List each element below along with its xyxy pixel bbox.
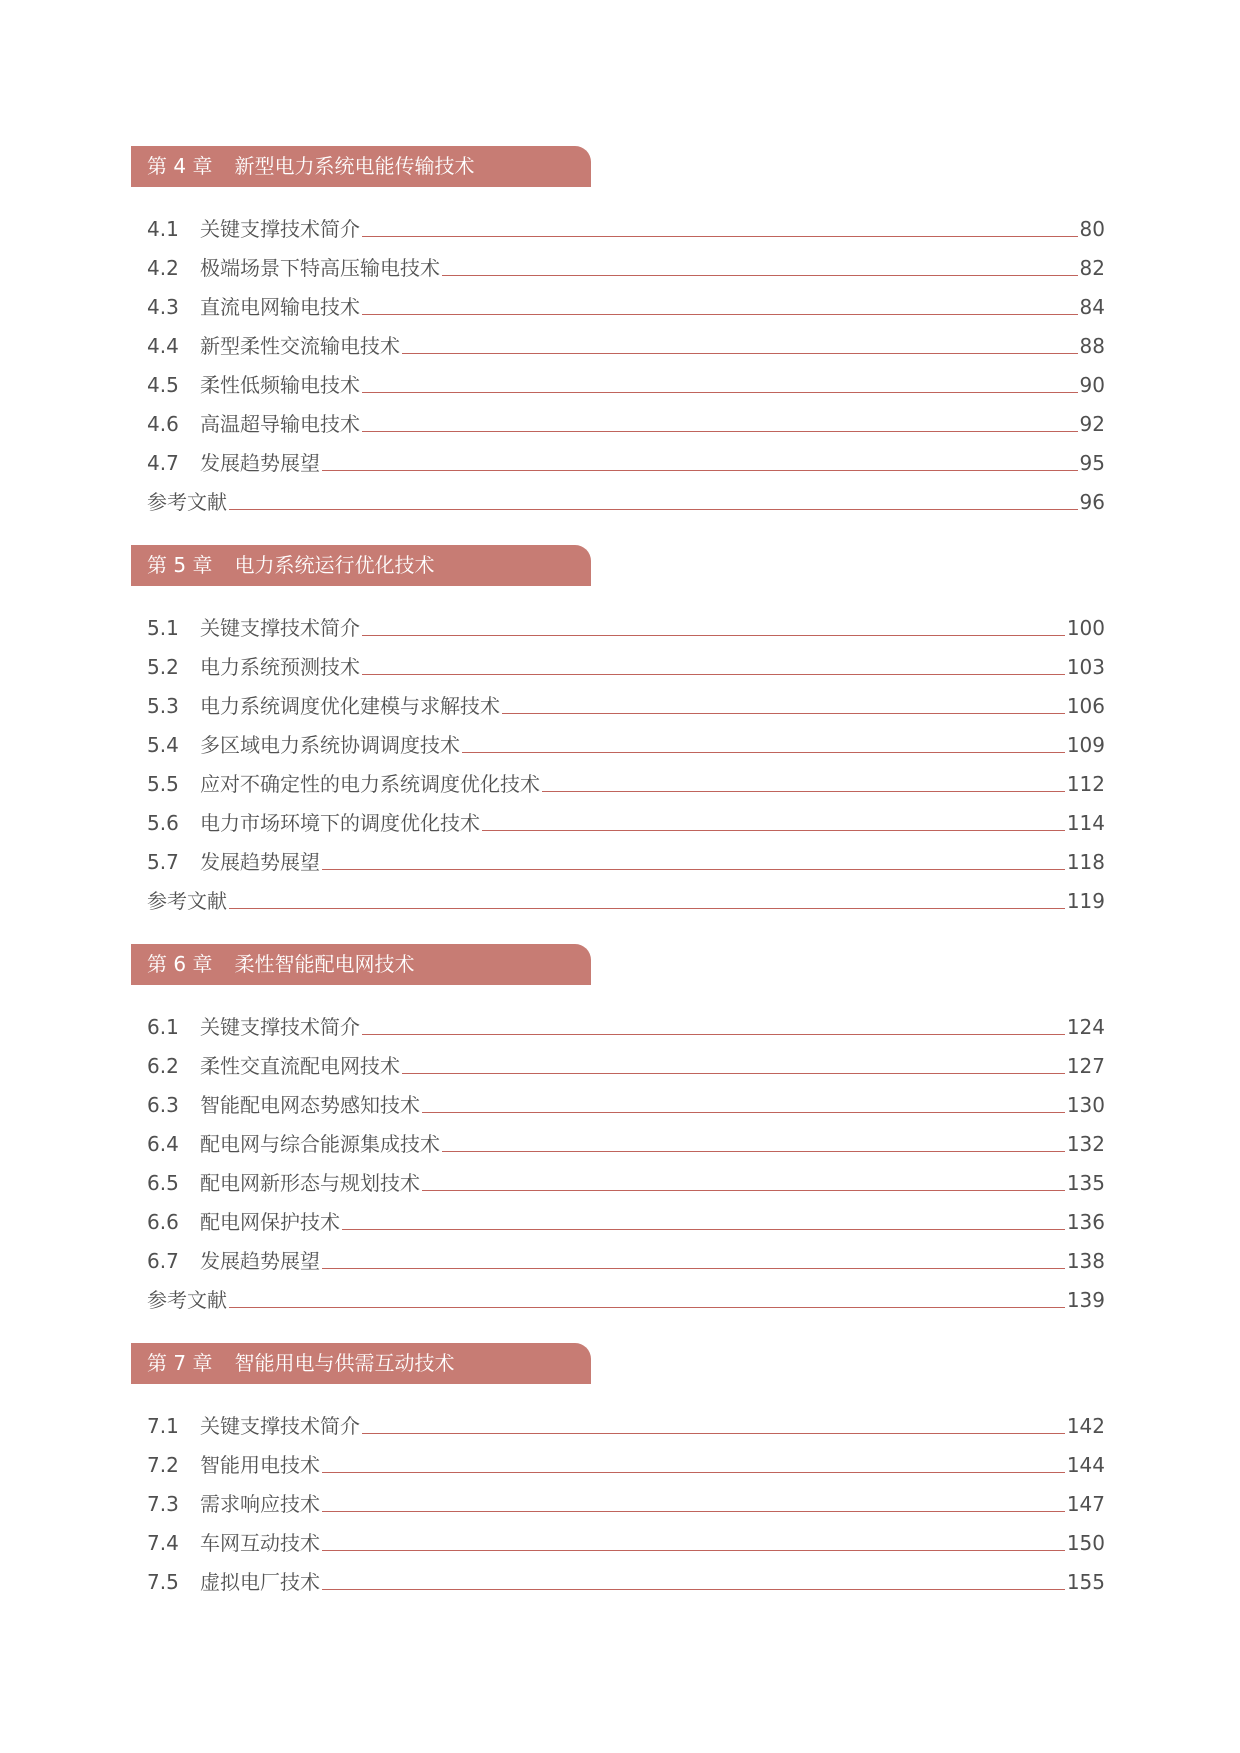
section-title: 虚拟电厂技术	[200, 1570, 320, 1594]
chapter-header[interactable]	[131, 944, 591, 985]
page-number: 112	[1066, 772, 1105, 796]
toc-entry-references[interactable]	[131, 475, 1105, 514]
chapter-section	[131, 1343, 1105, 1594]
leader-line	[402, 1073, 1065, 1074]
toc-entry[interactable]	[131, 1156, 1105, 1195]
section-number: 5.1	[147, 616, 179, 640]
section-title: 多区域电力系统协调调度技术	[200, 733, 460, 757]
page-number: 96	[1079, 490, 1105, 514]
section-title: 柔性交直流配电网技术	[200, 1054, 400, 1078]
toc-entry[interactable]	[131, 1039, 1105, 1078]
toc-entry[interactable]	[131, 679, 1105, 718]
section-number: 5.3	[147, 694, 179, 718]
leader-line	[442, 1151, 1065, 1152]
section-title: 配电网保护技术	[200, 1210, 340, 1234]
chapter-number: 第 4 章	[147, 154, 213, 178]
toc-entry[interactable]	[131, 796, 1105, 835]
section-title: 柔性低频输电技术	[200, 373, 360, 397]
section-number: 6.4	[147, 1132, 179, 1156]
toc-entry-references[interactable]	[131, 1273, 1105, 1312]
section-title: 参考文献	[147, 490, 227, 514]
page-number: 88	[1079, 334, 1105, 358]
toc-entry[interactable]	[131, 757, 1105, 796]
leader-line	[362, 431, 1078, 432]
page-number: 103	[1066, 655, 1105, 679]
page-number: 155	[1066, 1570, 1105, 1594]
section-number: 5.6	[147, 811, 179, 835]
chapter-title: 新型电力系统电能传输技术	[234, 154, 475, 178]
page-number: 95	[1079, 451, 1105, 475]
toc-entry[interactable]	[131, 241, 1105, 280]
page-number: 138	[1066, 1249, 1105, 1273]
page-number: 100	[1066, 616, 1105, 640]
section-number: 4.4	[147, 334, 179, 358]
section-number: 6.6	[147, 1210, 179, 1234]
toc-entry[interactable]	[131, 319, 1105, 358]
section-number: 7.2	[147, 1453, 179, 1477]
toc-entry[interactable]	[131, 1117, 1105, 1156]
toc-entry[interactable]	[131, 397, 1105, 436]
chapter-section	[131, 545, 1105, 913]
leader-line	[442, 275, 1078, 276]
page-number: 132	[1066, 1132, 1105, 1156]
chapter-title: 电力系统运行优化技术	[234, 553, 435, 577]
section-title: 新型柔性交流输电技术	[200, 334, 400, 358]
leader-line	[322, 869, 1065, 870]
page-number: 118	[1066, 850, 1105, 874]
chapter-number: 第 5 章	[147, 553, 213, 577]
section-title: 配电网新形态与规划技术	[200, 1171, 420, 1195]
leader-line	[542, 791, 1065, 792]
page-number: 144	[1066, 1453, 1105, 1477]
leader-line	[422, 1190, 1065, 1191]
section-number: 7.1	[147, 1414, 179, 1438]
section-title: 电力系统预测技术	[200, 655, 360, 679]
section-number: 4.2	[147, 256, 179, 280]
leader-line	[362, 1034, 1065, 1035]
chapter-section	[131, 944, 1105, 1312]
chapter-header[interactable]	[131, 545, 591, 586]
toc-entry[interactable]	[131, 1399, 1105, 1438]
section-title: 关键支撑技术简介	[200, 1414, 360, 1438]
page-number: 130	[1066, 1093, 1105, 1117]
section-title: 发展趋势展望	[200, 451, 320, 475]
section-number: 6.5	[147, 1171, 179, 1195]
section-title: 发展趋势展望	[200, 1249, 320, 1273]
section-number: 4.3	[147, 295, 179, 319]
section-number: 4.7	[147, 451, 179, 475]
leader-line	[322, 1472, 1065, 1473]
toc-entry[interactable]	[131, 1000, 1105, 1039]
leader-line	[362, 1433, 1065, 1434]
leader-line	[322, 1268, 1065, 1269]
page-number: 106	[1066, 694, 1105, 718]
section-title: 直流电网输电技术	[200, 295, 360, 319]
section-title: 高温超导输电技术	[200, 412, 360, 436]
section-title: 需求响应技术	[200, 1492, 320, 1516]
section-number: 4.5	[147, 373, 179, 397]
toc-entry[interactable]	[131, 1078, 1105, 1117]
toc-entry[interactable]	[131, 1438, 1105, 1477]
page-number: 92	[1079, 412, 1105, 436]
toc-entry-references[interactable]	[131, 874, 1105, 913]
section-title: 应对不确定性的电力系统调度优化技术	[200, 772, 540, 796]
leader-line	[322, 1589, 1065, 1590]
section-title: 极端场景下特高压输电技术	[200, 256, 440, 280]
page-number: 142	[1066, 1414, 1105, 1438]
section-title: 参考文献	[147, 889, 227, 913]
toc-entry[interactable]	[131, 1195, 1105, 1234]
page-number: 80	[1079, 217, 1105, 241]
section-title: 关键支撑技术简介	[200, 217, 360, 241]
toc-entry[interactable]	[131, 1234, 1105, 1273]
toc-entry[interactable]	[131, 718, 1105, 757]
section-number: 7.4	[147, 1531, 179, 1555]
chapter-number: 第 6 章	[147, 952, 213, 976]
toc-entry[interactable]	[131, 1477, 1105, 1516]
toc-entry[interactable]	[131, 1555, 1105, 1594]
section-title: 参考文献	[147, 1288, 227, 1312]
section-title: 电力系统调度优化建模与求解技术	[200, 694, 500, 718]
chapter-section	[131, 146, 1105, 514]
chapter-header[interactable]	[131, 146, 591, 187]
section-number: 6.7	[147, 1249, 179, 1273]
page-number: 109	[1066, 733, 1105, 757]
leader-line	[402, 353, 1078, 354]
page-number: 90	[1079, 373, 1105, 397]
leader-line	[229, 908, 1065, 909]
section-title: 车网互动技术	[200, 1531, 320, 1555]
leader-line	[422, 1112, 1065, 1113]
page-number: 114	[1066, 811, 1105, 835]
section-number: 6.1	[147, 1015, 179, 1039]
toc-entry[interactable]	[131, 1516, 1105, 1555]
section-number: 7.5	[147, 1570, 179, 1594]
toc-entry[interactable]	[131, 202, 1105, 241]
leader-line	[322, 1550, 1065, 1551]
section-number: 5.4	[147, 733, 179, 757]
section-title: 智能配电网态势感知技术	[200, 1093, 420, 1117]
section-title: 配电网与综合能源集成技术	[200, 1132, 440, 1156]
chapter-title: 柔性智能配电网技术	[234, 952, 415, 976]
page-number: 150	[1066, 1531, 1105, 1555]
section-number: 6.2	[147, 1054, 179, 1078]
leader-line	[502, 713, 1065, 714]
leader-line	[362, 236, 1078, 237]
section-number: 6.3	[147, 1093, 179, 1117]
section-title: 关键支撑技术简介	[200, 1015, 360, 1039]
page-number: 127	[1066, 1054, 1105, 1078]
leader-line	[342, 1229, 1065, 1230]
toc-entry[interactable]	[131, 640, 1105, 679]
page-number: 119	[1066, 889, 1105, 913]
leader-line	[362, 635, 1065, 636]
toc-entry[interactable]	[131, 835, 1105, 874]
leader-line	[362, 392, 1078, 393]
leader-line	[462, 752, 1065, 753]
section-title: 关键支撑技术简介	[200, 616, 360, 640]
page-number: 139	[1066, 1288, 1105, 1312]
section-number: 4.6	[147, 412, 179, 436]
leader-line	[482, 830, 1065, 831]
leader-line	[322, 1511, 1065, 1512]
section-title: 智能用电技术	[200, 1453, 320, 1477]
leader-line	[229, 509, 1078, 510]
leader-line	[362, 674, 1065, 675]
page-number: 124	[1066, 1015, 1105, 1039]
page-number: 84	[1079, 295, 1105, 319]
leader-line	[362, 314, 1078, 315]
chapter-number: 第 7 章	[147, 1351, 213, 1375]
section-number: 4.1	[147, 217, 179, 241]
page-number: 82	[1079, 256, 1105, 280]
toc-entry[interactable]	[131, 436, 1105, 475]
leader-line	[229, 1307, 1065, 1308]
section-number: 7.3	[147, 1492, 179, 1516]
section-number: 5.5	[147, 772, 179, 796]
table-of-contents	[131, 146, 1105, 1625]
section-number: 5.2	[147, 655, 179, 679]
page-number: 135	[1066, 1171, 1105, 1195]
leader-line	[322, 470, 1078, 471]
chapter-header[interactable]	[131, 1343, 591, 1384]
page-number: 147	[1066, 1492, 1105, 1516]
section-title: 发展趋势展望	[200, 850, 320, 874]
section-title: 电力市场环境下的调度优化技术	[200, 811, 480, 835]
chapter-title: 智能用电与供需互动技术	[234, 1351, 455, 1375]
toc-entry[interactable]	[131, 601, 1105, 640]
section-number: 5.7	[147, 850, 179, 874]
page-number: 136	[1066, 1210, 1105, 1234]
toc-entry[interactable]	[131, 358, 1105, 397]
toc-entry[interactable]	[131, 280, 1105, 319]
